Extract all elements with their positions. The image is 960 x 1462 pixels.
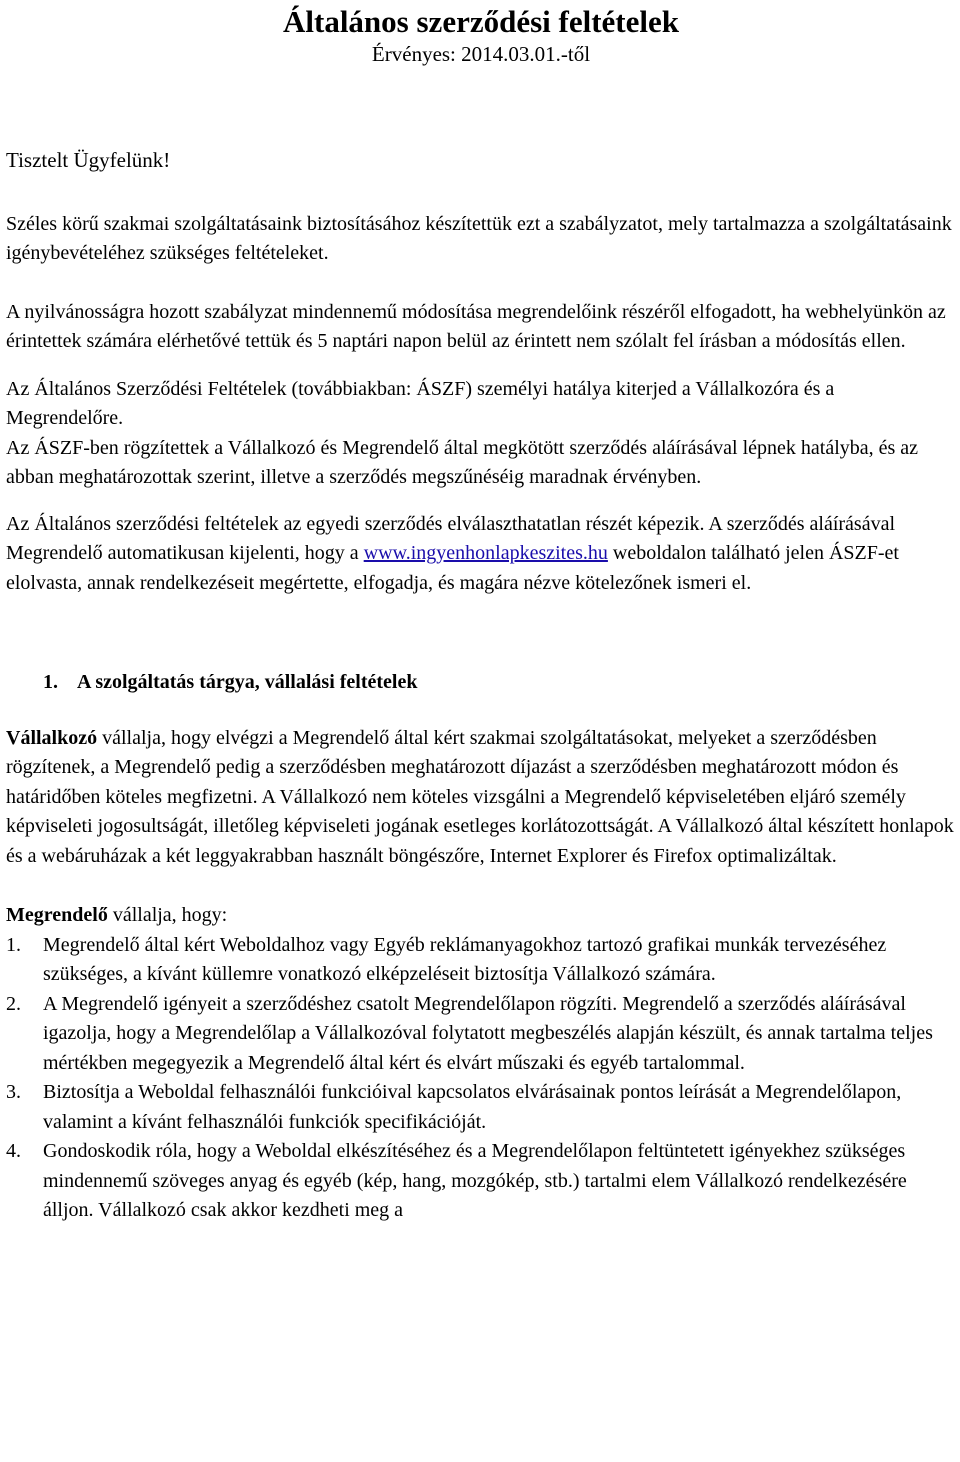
list-item <box>6 931 956 990</box>
effect-paragraph: Az ÁSZF-ben rögzítettek a Vállalkozó és Megrendelő által megkötött szerződés aláírásával lépnek hatályba, és az abban meghatározottak szerint, illetve a szerződés megszűnéséig maradnak érvényben. <box>6 436 919 488</box>
client-term: Megrendelő <box>6 904 108 926</box>
list-item-text: A Megrendelő igényeit a szerződéshez csatolt Megrendelőlapon rögzíti. Megrendelő a szerződés aláírásával igazolja, hogy a Megrendelőlap a Vállalkozóval folytatott megbeszélés alapján készült, és annak tartalma teljes mértékben megegyezik a Megrendelő által kért és elvárt műszaki és egyéb tartalommal. <box>43 992 933 1074</box>
contractor-text: vállalja, hogy elvégzi a Megrendelő által kért szakmai szolgáltatásokat, melyeket a szerződésben rögzítenek, a Megrendelő pedig a szerződésben meghatározott díjazást a szerződésben meghatározott módon és határidőben köteles megfizetni. A Vállalkozó nem köteles vizsgálni a Megrendelő képviseletében eljáró személy képviseleti jogosultságát, illetőleg képviseleti jogának esetleges korlátozottságát. A Vállalkozó által készített honlapok és a webáruházak a két leggyakrabban használt böngészőre, Internet Explorer és Firefox optimalizáltak. <box>6 726 954 867</box>
acceptance-text-before: Az Általános szerződési feltételek az egyedi szerződés elválaszthatatlan részét képezik. A szerződés aláírásával Megrendelő automatikusan kijelenti, hogy a <box>6 512 896 564</box>
contractor-paragraph <box>6 724 956 872</box>
section-number: 1. <box>43 671 58 693</box>
list-item <box>6 990 956 1079</box>
acceptance-text-after: weboldalon található jelen ÁSZF-et elolvasta, annak rendelkezéseit megértette, elfogadja, és magára nézve kötelezőnek ismeri el. <box>6 542 899 594</box>
intro-paragraph: Széles körű szakmai szolgáltatásaink biztosításához készítettük ezt a szabályzatot, mely tartalmazza a szolgáltatásaink igénybevételéhez szükséges feltételeket. <box>6 212 952 264</box>
list-item <box>6 1078 956 1137</box>
greeting: Tisztelt Ügyfelünk! <box>6 148 171 172</box>
scope-paragraph: Az Általános Szerződési Feltételek (továbbiakban: ÁSZF) személyi hatálya kiterjed a Vállalkozóra és a Megrendelőre. <box>6 377 835 429</box>
list-item-text: Megrendelő által kért Weboldalhoz vagy Egyéb reklámanyagokhoz tartozó grafikai munkák tervezéséhez szükséges, a kívánt küllemre vonatkozó elképzeléseit biztosítja Vállalkozó számára. <box>43 933 887 985</box>
list-item-number: 2. <box>6 992 21 1015</box>
list-item-number: 3. <box>6 1081 21 1103</box>
client-intro-text: vállalja, hogy: <box>107 904 228 926</box>
section-title: A szolgáltatás tárgya, vállalási feltételek <box>77 671 418 693</box>
list-item-number: 1. <box>6 933 21 956</box>
list-item-number: 4. <box>6 1140 21 1162</box>
list-item <box>6 1137 956 1226</box>
acceptance-paragraph <box>6 510 956 599</box>
document-page <box>6 0 956 1226</box>
contractor-term: Vállalkozó <box>6 726 98 749</box>
validity-date: Érvényes: 2014.03.01.-től <box>371 42 591 66</box>
client-obligations-list <box>6 931 956 1226</box>
section-1-heading <box>6 668 956 698</box>
document-title: Általános szerződési feltételek <box>283 4 679 39</box>
website-link[interactable]: www.ingyenhonlapkeszites.hu <box>363 542 608 564</box>
modification-paragraph: A nyilvánosságra hozott szabályzat mindennemű módosítása megrendelőink részéről elfogadott, ha webhelyünkön az érintettek számára elérhetővé tettük és 5 naptári napon belül az érintett nem szólalt fel írásban a módosítás ellen. <box>6 300 946 352</box>
list-item-text: Gondoskodik róla, hogy a Weboldal elkészítéséhez és a Megrendelőlapon feltüntetett igényekhez szükséges mindennemű szöveges anyag és egyéb (kép, hang, mozgókép, stb.) tartalmi elem Vállalkozó rendelkezésére álljon. Vállalkozó csak akkor kezdheti meg a <box>43 1140 907 1221</box>
client-intro <box>6 901 956 931</box>
list-item-text: Biztosítja a Weboldal felhasználói funkcióival kapcsolatos elvárásainak pontos leírását a Megrendelőlapon, valamint a kívánt felhasználói funkciók specifikációját. <box>43 1081 902 1133</box>
